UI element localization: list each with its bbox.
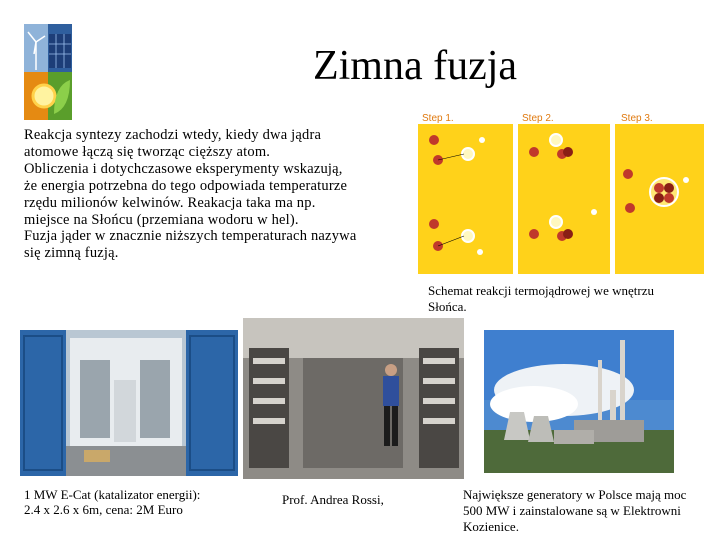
andrea-rossi-photo xyxy=(243,318,464,479)
schema-caption-line: Słońca. xyxy=(428,299,467,314)
step-1-label: Step 1. xyxy=(422,113,454,124)
ecat-caption xyxy=(24,487,264,517)
schema-caption xyxy=(428,283,698,315)
body-line: Reakcja syntezy zachodzi wtedy, kiedy dwa jądra xyxy=(24,127,322,143)
body-line: atomowe łączą się tworząc cięższy atom. xyxy=(24,143,271,160)
kozienice-power-plant-photo xyxy=(484,330,674,473)
ecat-container-photo xyxy=(20,330,238,476)
ecat-caption-line: 2.4 x 2.6 x 6m, cena: 2M Euro xyxy=(24,502,183,517)
step-2-panel xyxy=(518,124,610,274)
rossi-caption: Prof. Andrea Rossi, xyxy=(282,492,384,507)
solar-panel-icon xyxy=(49,34,71,68)
step-1-panel xyxy=(418,124,513,274)
body-line: Fuzja jąder w znacznie niższych temperaturach nazywa xyxy=(24,228,357,245)
sun-icon xyxy=(33,85,55,107)
ecat-caption-line: 1 MW E-Cat (katalizator energii): xyxy=(24,487,201,502)
body-text xyxy=(24,127,389,262)
step-3-label: Step 3. xyxy=(621,113,653,124)
body-line: rzędu milionów kelwinów. Reakacja taka ma np. xyxy=(24,194,316,211)
step-2-label: Step 2. xyxy=(522,113,554,124)
body-line: że energia potrzebna do tego odpowiada temperaturze xyxy=(24,177,348,194)
fusion-schema-diagram xyxy=(416,112,706,282)
power-plant-caption-line: 500 MW i zainstalowane są w Elektrowni xyxy=(463,503,681,518)
power-plant-caption-line: Kozienice. xyxy=(463,519,519,534)
schema-caption-line: Schemat reakcji termojądrowej we wnętrzu xyxy=(428,283,654,298)
energy-logo xyxy=(24,24,72,120)
slide-title: Zimna fuzja xyxy=(312,43,518,89)
body-line: Obliczenia i dotychczasowe eksperymenty wskazują, xyxy=(24,160,343,177)
power-plant-caption xyxy=(463,487,713,535)
power-plant-caption-line: Największe generatory w Polsce mają moc xyxy=(463,487,687,502)
body-line: miejsce na Słońcu (przemiana wodoru w hel). xyxy=(24,211,299,228)
body-line: się zimną fuzją. xyxy=(24,245,119,262)
